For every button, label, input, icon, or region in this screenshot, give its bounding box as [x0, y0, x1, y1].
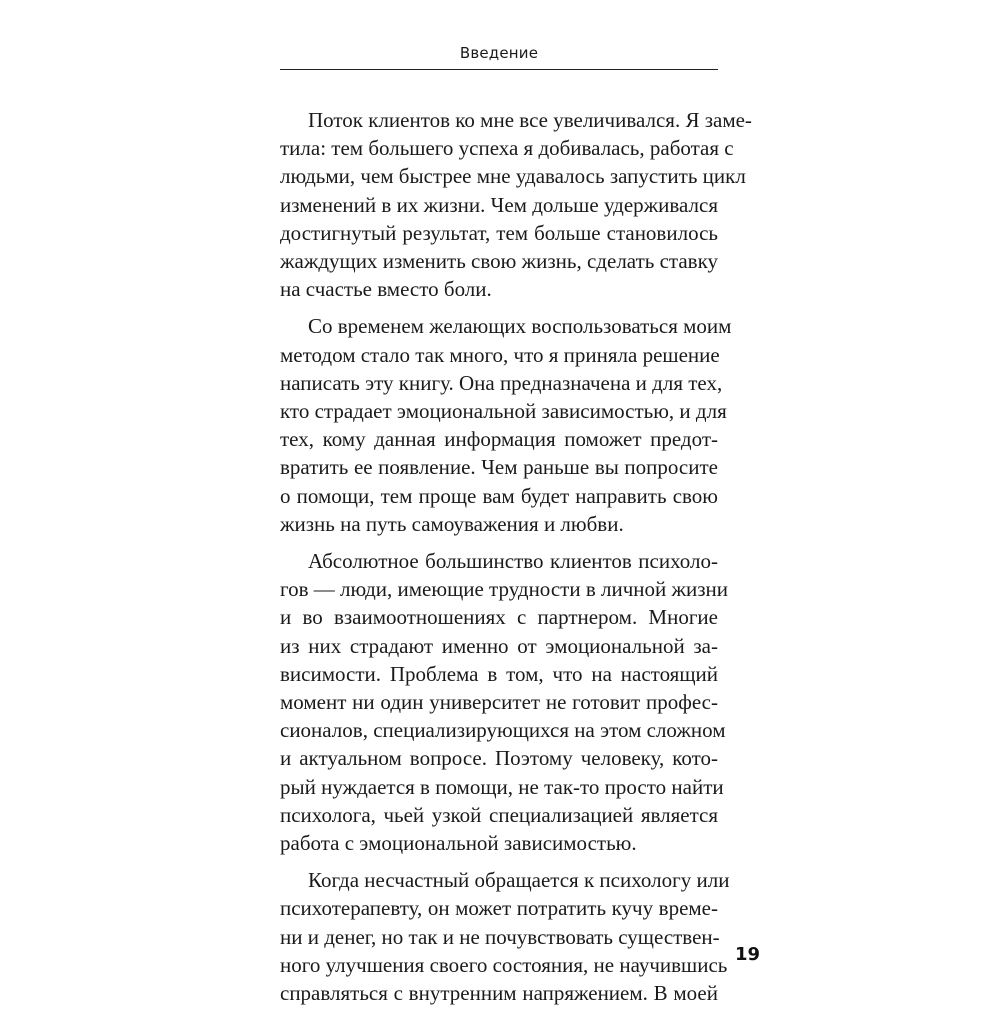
text-line: людьми, чем быстрее мне удавалось запустить цикл [280, 164, 746, 189]
text-line: жизнь на путь самоуважения и любви. [280, 511, 624, 536]
text-line: тех, кому данная информация поможет предот- [280, 427, 718, 452]
text-line: рый нуждается в помощи, не так-то просто найти [280, 774, 724, 799]
text-line: Когда несчастный обращается к психологу или [308, 868, 730, 893]
text-line: написать эту книгу. Она предназначена и для тех, [280, 370, 723, 395]
header-rule [280, 69, 718, 70]
paragraph-1 [280, 106, 752, 303]
text-line: момент ни один университет не готовит профес- [280, 690, 718, 715]
text-line: гов — люди, имеющие трудности в личной жизни [280, 577, 729, 602]
paragraph-4 [280, 866, 730, 1007]
text-line: сионалов, специализирующихся на этом сложном [280, 718, 726, 743]
text-line: на счастье вместо боли. [280, 277, 492, 302]
text-line: из них страдают именно от эмоциональной за- [280, 633, 718, 658]
text-line: жаждущих изменить свою жизнь, сделать ставку [280, 249, 718, 274]
text-line: работа с эмоциональной зависимостью. [280, 831, 637, 856]
text-line: психолога, чьей узкой специализацией является [280, 802, 718, 827]
text-line: изменений в их жизни. Чем дольше удерживался [280, 192, 718, 217]
text-line: ни и денег, но так и не почувствовать существен- [280, 924, 720, 949]
text-line: справляться с внутренним напряжением. В моей [280, 981, 718, 1006]
text-line: висимости. Проблема в том, что на настоящий [280, 661, 718, 686]
text-line: и во взаимоотношениях с партнером. Многие [280, 605, 718, 630]
text-line: методом стало так много, что я приняла решение [280, 342, 720, 367]
text-line: психотерапевту, он может потратить кучу време- [280, 896, 718, 921]
text-line: кто страдает эмоциональной зависимостью, и для [280, 399, 727, 424]
text-line: достигнутый результат, тем больше становилось [280, 220, 718, 245]
text-line: Со временем желающих воспользоваться моим [308, 314, 732, 339]
text-line: ного улучшения своего состояния, не научившись [280, 952, 728, 977]
paragraph-2 [280, 312, 732, 538]
text-line: и актуальном вопросе. Поэтому человеку, кото- [280, 746, 718, 771]
page-number: 19 [734, 944, 760, 965]
paragraph-3 [280, 547, 729, 857]
text-line: тила: тем большего успеха я добивалась, работая с [280, 136, 734, 161]
text-line: Поток клиентов ко мне все увеличивался. Я заме- [308, 108, 752, 132]
text-line: Абсолютное большинство клиентов психоло- [308, 549, 718, 574]
running-header: Введение [459, 44, 539, 62]
text-line: вратить ее появление. Чем раньше вы попросите [280, 455, 718, 480]
text-line: о помощи, тем проще вам будет направить свою [280, 483, 718, 508]
